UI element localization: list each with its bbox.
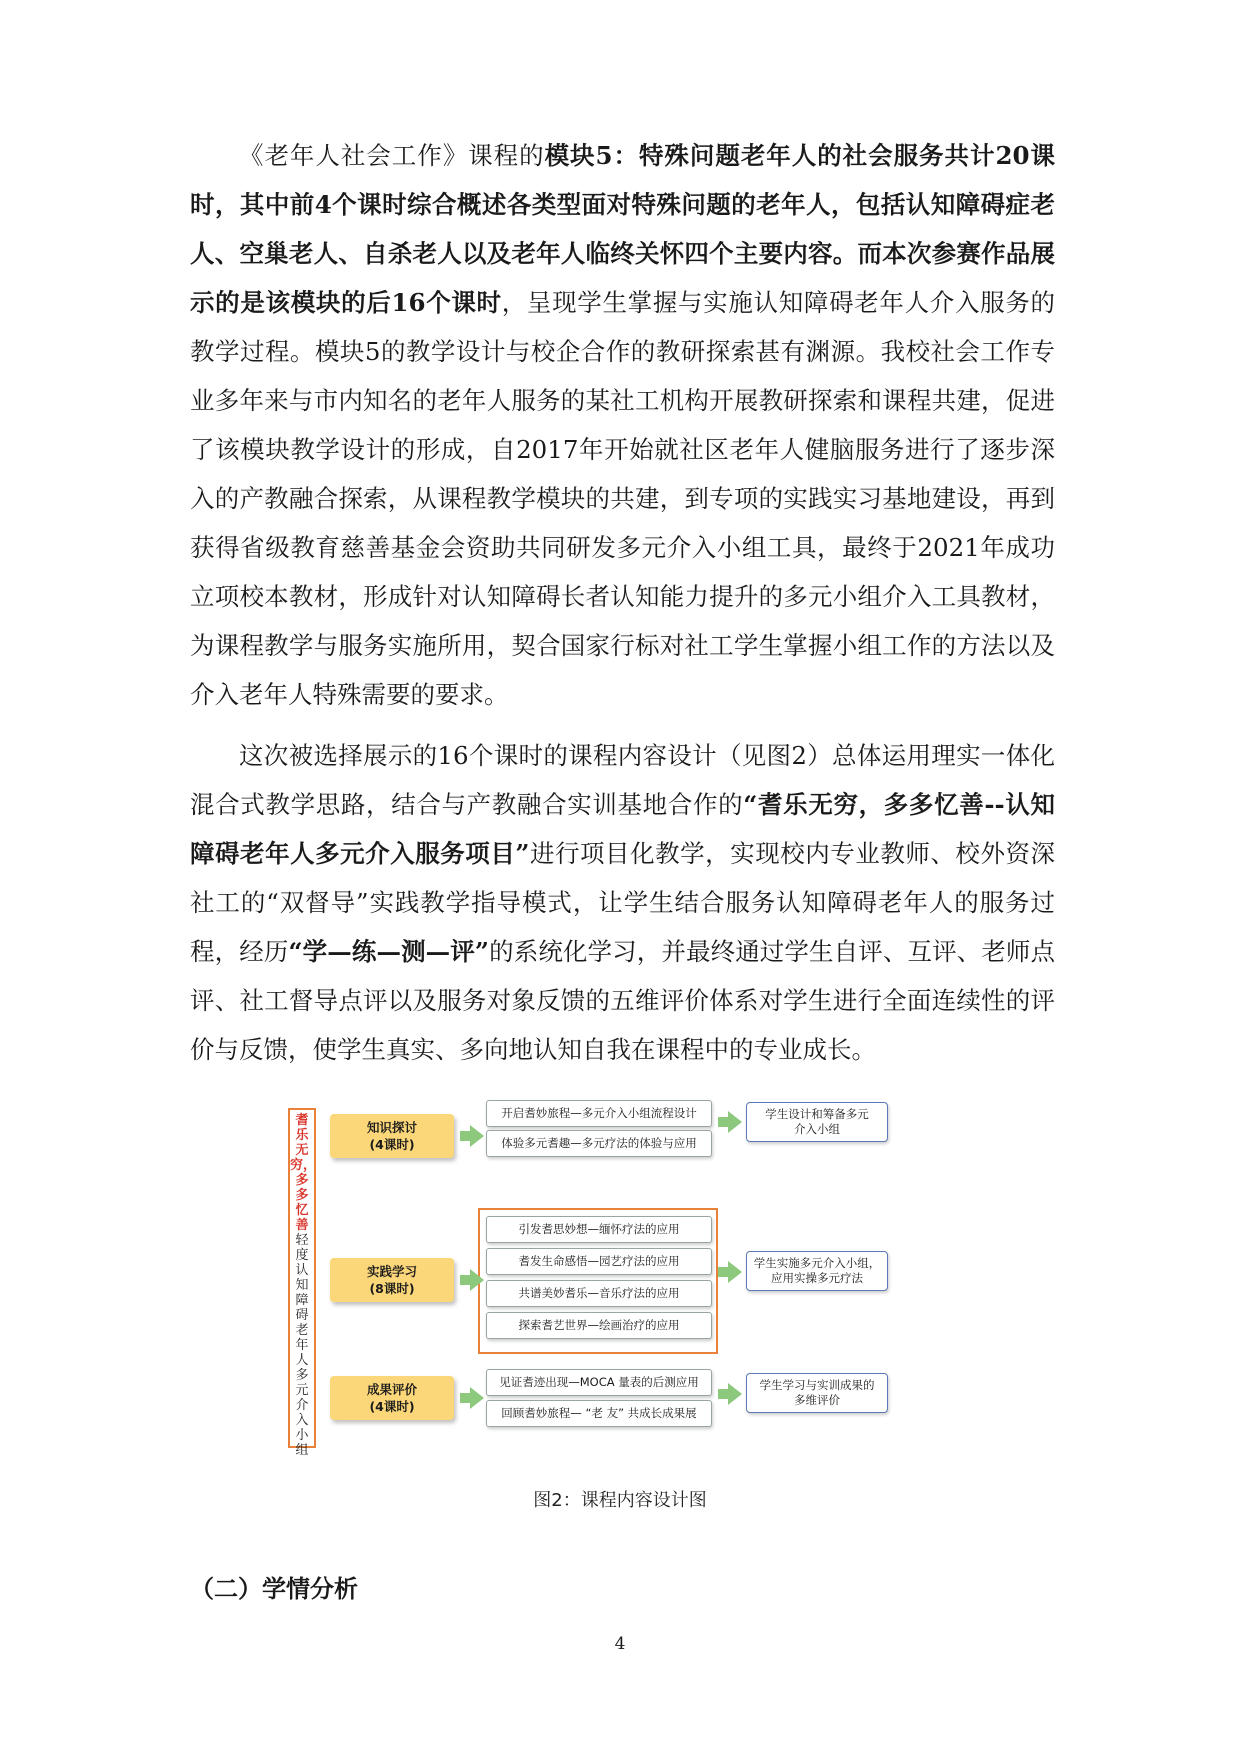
course-item: 回顾耆妙旅程— “老 友” 共成长成果展 [486,1400,712,1427]
course-item: 开启耆妙旅程—多元介入小组流程设计 [486,1100,712,1127]
result-line: 学生实施多元介入小组， [753,1256,881,1270]
diagram-sidebar [288,1108,317,1458]
text-run: ，呈现学生掌握与实施认知障碍老年人介入服务的教学过程。模块5的教学设计与校企合作的教研探索甚有渊源。我校社会工作专业多年来与市内知名的老年人服务的某社工机构开展教研探索和课程共建，促进了该模块教学设计的形成，自2017年开始就社区老年人健脑服务进行了逐步深入的产教融合探索，从课程教学模块的共建，到专项的实践实习基地建设，再到获得省级教育慈善基金会资助共同研发多元介入小组工具，最终于2021年成功立项校本教材，形成针对认知障碍长者认知能力提升的多元小组介入工具教材，为课程教学与服务实施所用，契合国家行标对社工学生掌握小组工作的方法以及介入老年人特殊需要的要求。 [190,288,1056,709]
stage-name: 知识探讨 [366,1120,417,1135]
result-box [746,1251,888,1291]
result-box [746,1373,888,1413]
text-run: 《老年人社会工作》课程的 [239,141,545,170]
bold-run: 模块5：特殊问题老年人的社会服务共计20课时，其中前4个课时综合概述各类型面对特殊问题的老年人，包括认知障碍症老人、空巢老人、自杀老人以及老年人临终关怀四个主要内容。而本次参赛作品展示的是该模块的后16个课时 [190,141,1056,317]
course-item: 引发耆思妙想—缅怀疗法的应用 [486,1216,712,1243]
bold-run: “学—练—测—评” [288,937,489,966]
arrow-icon [728,1261,742,1283]
bold-run: “耆乐无穷，多多忆善--认知障碍老年人多元介入服务项目” [190,790,1055,868]
section-heading: （二）学情分析 [190,1575,358,1603]
course-item: 探索耆艺世界—绘画治疗的应用 [486,1312,712,1339]
text-run: 进行项目化教学，实现校内专业教师、校外资深社工的“双督导”实践教学指导模式，让学生结合服务认知障碍老年人的服务过程，经历 [190,839,1055,966]
text-run: 的系统化学习，并最终通过学生自评、互评、老师点评、社工督导点评以及服务对象反馈的五维评价体系对学生进行全面连续性的评价与反馈，使学生真实、多向地认知自我在课程中的专业成长。 [190,937,1056,1064]
arrow-icon [728,1383,742,1405]
figure-caption: 图2：课程内容设计图 [533,1490,707,1511]
sidebar-project-name: 耆乐无穷，多多忆善 [290,1113,317,1233]
result-box [746,1102,888,1142]
result-line: 学生设计和筹备多元 [765,1107,869,1121]
arrow-icon [470,1125,484,1147]
result-line: 介入小组 [794,1122,840,1136]
course-item: 耆发生命感悟—园艺疗法的应用 [486,1248,712,1275]
course-item: 见证耆迹出现—MOCA 量表的后测应用 [486,1369,712,1396]
stage-evaluation [330,1376,454,1420]
stage-name: 实践学习 [366,1264,417,1279]
course-item: 体验多元耆趣—多元疗法的体验与应用 [486,1130,712,1157]
stage-hours: (4课时) [369,1137,415,1152]
result-line: 学生学习与实训成果的 [759,1378,875,1392]
arrow-icon [470,1269,484,1291]
result-line: 应用实操多元疗法 [771,1271,863,1285]
course-design-diagram [288,1108,954,1456]
paragraph-course-design [190,731,1055,1074]
text-run: 这次被选择展示的16个课时的课程内容设计（见图2）总体运用理实一体化混合式教学思路，结合与产教融合实训基地合作的 [190,741,1055,819]
stage-knowledge [330,1114,454,1158]
stage-name: 成果评价 [366,1382,417,1397]
page-number: 4 [614,1634,626,1654]
arrow-icon [728,1111,742,1133]
arrow-icon [470,1387,484,1409]
stage-practice [330,1258,454,1302]
result-line: 多维评价 [794,1393,840,1407]
course-item: 共谱美妙耆乐—音乐疗法的应用 [486,1280,712,1307]
stage-hours: (8课时) [369,1281,415,1296]
stage-hours: (4课时) [369,1399,415,1414]
sidebar-group-name: 轻度认知障碍老年人多元介入小组 [295,1233,309,1458]
paragraph-module-intro [190,131,1055,719]
